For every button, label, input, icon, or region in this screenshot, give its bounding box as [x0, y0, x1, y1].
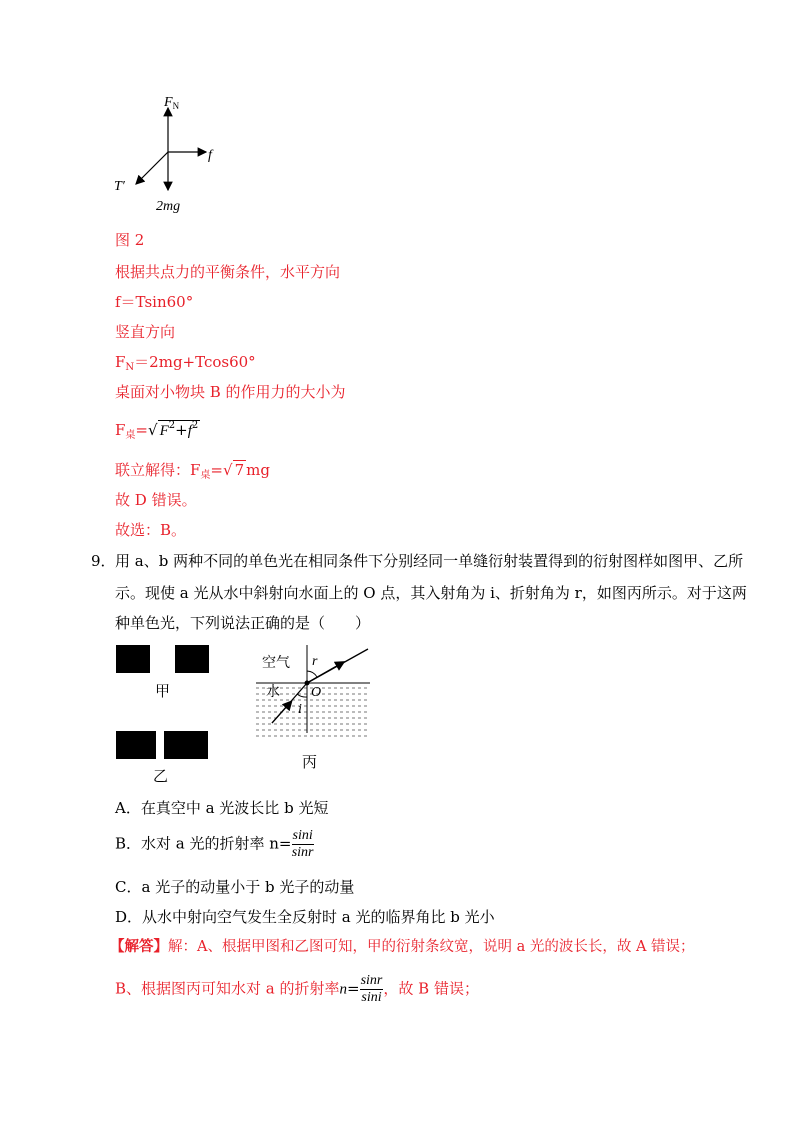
label-i: i — [298, 702, 302, 717]
angle-r-arc — [307, 671, 317, 677]
pattern-yi-left — [116, 731, 156, 759]
solution-line-1: 根据共点力的平衡条件，水平方向 — [115, 263, 341, 281]
question-line-2: 示。现使 a 光从水中斜射向水面上的 O 点，其入射角为 i、折射角为 r，如图丙所示。对于这两 — [115, 584, 747, 602]
question-number: 9． — [91, 552, 116, 570]
solution-line-9: 故选：B。 — [115, 521, 187, 539]
solution-line-3: 竖直方向 — [115, 323, 176, 341]
option-b[interactable]: B．水对 a 光的折射率 n= $\frac{\sin i}{\sin r}$ — [115, 828, 314, 860]
fn-label: $F_N$ — [164, 95, 180, 111]
f-label: f — [208, 148, 212, 163]
answer-line-2: B、根据图丙可知水对 a 的折射率n= $\frac{\sin r}{\sin i}$ ，故 B 错误； — [115, 973, 479, 1005]
option-d[interactable]: D．从水中射向空气发生全反射时 a 光的临界角比 b 光小 — [115, 908, 495, 926]
option-a[interactable]: A．在真空中 a 光波长比 b 光短 — [115, 799, 329, 817]
weight-label: 2mg — [156, 199, 181, 214]
label-r: r — [312, 654, 318, 669]
question-line-1: 用 a、b 两种不同的单色光在相同条件下分别经同一单缝衍射装置得到的衍射图样如图甲、乙所 — [115, 552, 744, 570]
t-label: T′ — [114, 179, 125, 194]
refraction-diagram — [250, 643, 380, 773]
force-diagram — [100, 88, 240, 218]
label-yi: 乙 — [153, 767, 169, 785]
label-bing: 丙 — [302, 753, 318, 771]
t-arrow — [136, 152, 168, 184]
answer-line-1: 【解答】解：A、根据甲图和乙图可知，甲的衍射条纹宽，说明 a 光的波长长，故 A 错误； — [110, 938, 695, 955]
answer-fraction: $\frac{\sin r}{\sin i}$ — [360, 973, 383, 1005]
pattern-yi-right — [164, 731, 208, 759]
solution-line-7: 联立解得：$F_桌=√$ 7 mg — [115, 461, 270, 481]
option-c[interactable]: C．a 光子的动量小于 b 光子的动量 — [115, 878, 355, 896]
point-o — [305, 681, 310, 686]
pattern-jia-right — [175, 645, 209, 673]
question-line-3: 种单色光，下列说法正确的是（ ） — [115, 614, 371, 632]
solution-line-5: 桌面对小物块 B 的作用力的大小为 — [115, 383, 346, 401]
solution-line-2: f＝Tsin60° — [115, 293, 194, 311]
figure-caption: 图 2 — [115, 231, 145, 249]
solution-line-8: 故 D 错误。 — [115, 491, 197, 509]
label-o: O — [311, 685, 322, 700]
solution-line-6: $F_桌=√$ $F^2+f^2$ — [115, 420, 199, 441]
option-b-fraction: $\frac{\sin i}{\sin r}$ — [291, 828, 314, 860]
label-air: 空气 — [262, 655, 290, 671]
pattern-jia-left — [116, 645, 150, 673]
label-water: 水 — [266, 684, 280, 700]
solution-line-4: $F_N=2mg+Tcos60^\circ$ — [115, 353, 256, 373]
label-jia: 甲 — [155, 682, 171, 700]
